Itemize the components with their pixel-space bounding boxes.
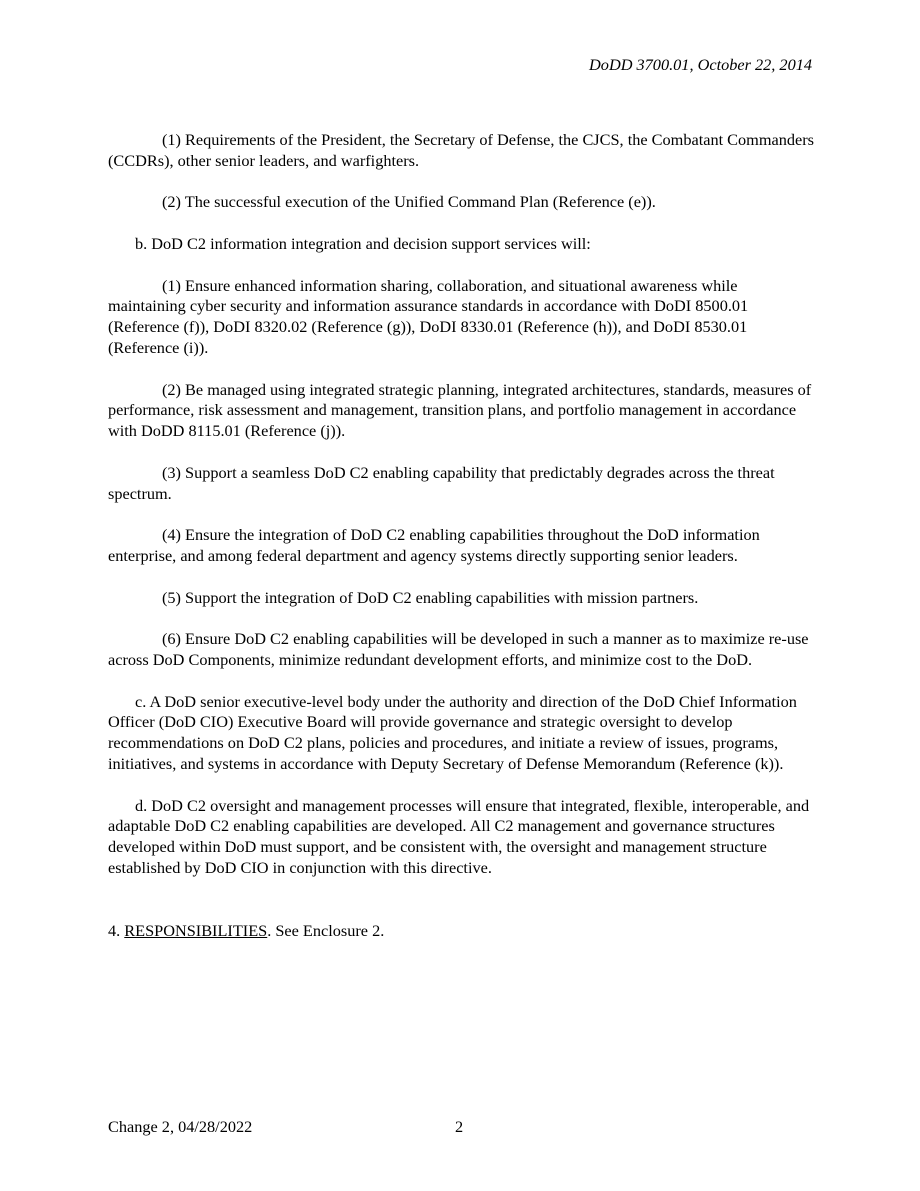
paragraph-d: d. DoD C2 oversight and management processes will ensure that integrated, flexible, interoperable, and adaptable DoD C2 enabling capabilities are developed. All C2 management and governance structures developed within DoD must support, and be consistent with, the oversight and management structure established by DoD CIO in conjunction with this directive. [108, 795, 810, 877]
paragraph-b-1: (1) Ensure enhanced information sharing, collaboration, and situational awareness while maintaining cyber security and information assurance standards in accordance with DoDI 8500.01 (Reference (f)), DoDI 8320.02 (Reference (g)), DoDI 8330.01 (Reference (h)), and DoDI 8530.01 (Reference (i)). [108, 275, 749, 357]
section-title: RESPONSIBILITIES [124, 920, 268, 940]
paragraph-b-5: (5) Support the integration of DoD C2 enabling capabilities with mission partners. [162, 587, 699, 607]
page-number: 2 [455, 1117, 464, 1136]
section-4-responsibilities [108, 921, 814, 942]
paragraph-b-2: (2) Be managed using integrated strategic planning, integrated architectures, standards, measures of performance, risk assessment and management, transition plans, and portfolio management in accordance with DoDD 8115.01 (Reference (j)). [108, 379, 812, 441]
section-text: . See Enclosure 2. [267, 920, 385, 940]
paragraph-a-1: (1) Requirements of the President, the Secretary of Defense, the CJCS, the Combatant Commanders (CCDRs), other senior leaders, and warfighters. [108, 130, 814, 170]
paragraph-b-4: (4) Ensure the integration of DoD C2 enabling capabilities throughout the DoD information enterprise, and among federal department and agency systems directly supporting senior leaders. [108, 525, 760, 565]
change-footer: Change 2, 04/28/2022 [108, 1117, 253, 1136]
paragraph-b-6: (6) Ensure DoD C2 enabling capabilities will be developed in such a manner as to maximize re-use across DoD Components, minimize redundant development efforts, and minimize cost to the DoD. [108, 629, 809, 669]
paragraph-a-2: (2) The successful execution of the Unified Command Plan (Reference (e)). [162, 192, 656, 212]
document-reference-header: DoDD 3700.01, October 22, 2014 [589, 55, 812, 74]
document-body [108, 130, 814, 962]
paragraph-c: c. A DoD senior executive-level body under the authority and direction of the DoD Chief Information Officer (DoD CIO) Executive Board will provide governance and strategic oversight to develop recommendations on DoD C2 plans, policies and procedures, and initiate a review of issues, programs, initiatives, and systems in accordance with Deputy Secretary of Defense Memorandum (Reference (k)). [108, 691, 797, 773]
paragraph-b-3: (3) Support a seamless DoD C2 enabling capability that predictably degrades across the threat spectrum. [108, 462, 775, 503]
section-number: 4. [108, 920, 125, 940]
paragraph-b: b. DoD C2 information integration and decision support services will: [135, 233, 591, 253]
